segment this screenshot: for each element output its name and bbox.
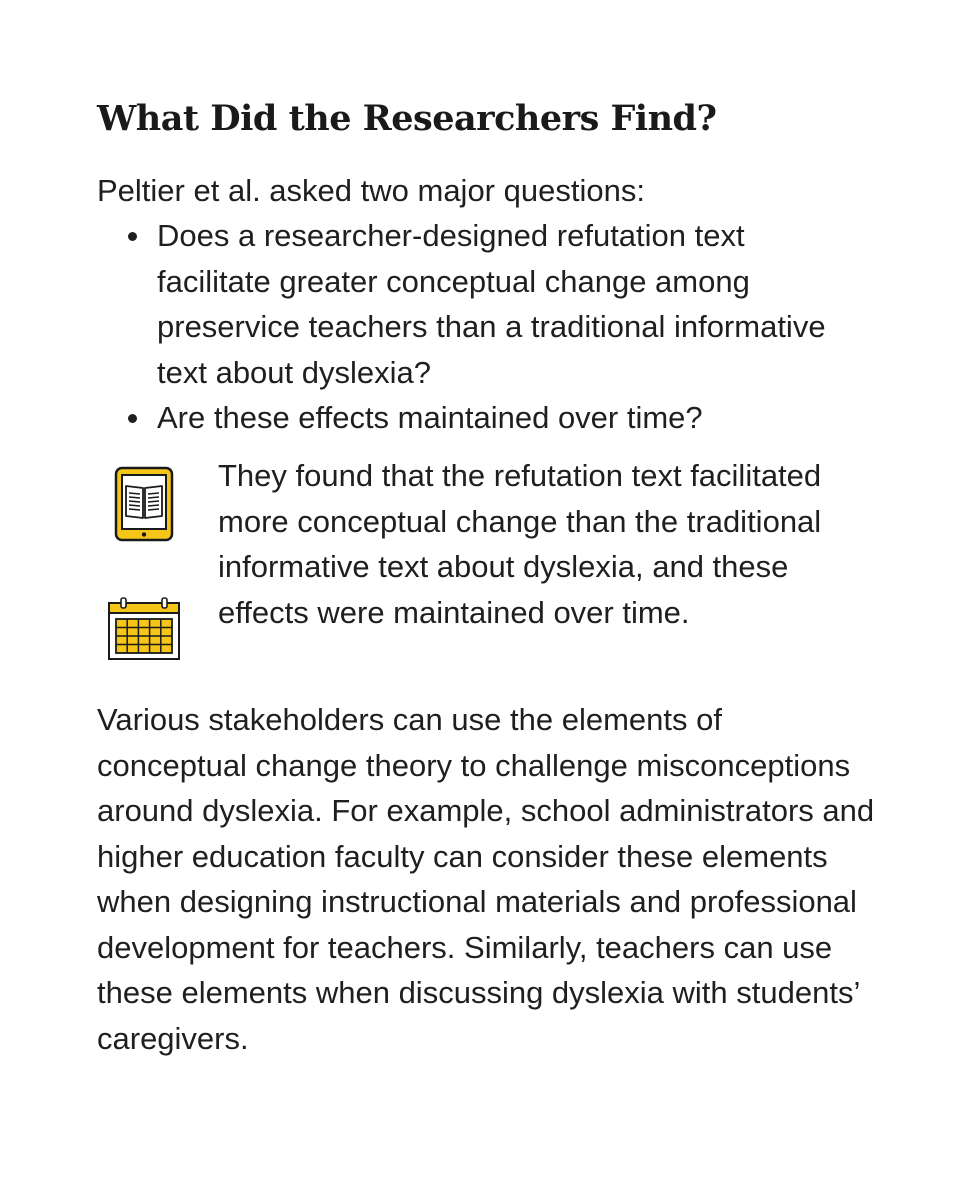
tablet-book-icon (114, 466, 174, 542)
intro-text: Peltier et al. asked two major questions: (97, 173, 645, 208)
question-text: Are these effects maintained over time? (157, 400, 703, 435)
question-list (126, 213, 866, 441)
calendar-icon (106, 597, 182, 663)
bullet-dot (128, 232, 137, 241)
section-heading: What Did the Researchers Find? (97, 98, 717, 139)
list-item (126, 213, 866, 395)
list-item (126, 395, 866, 441)
closing-paragraph: Various stakeholders can use the elements of conceptual change theory to challenge misconceptions around dyslexia. For example, school administrators and higher education faculty can consider these elements when designing instructional materials and professional development for teachers. Similarly, teachers can use these elements when discussing dyslexia with students’ caregivers. (97, 702, 875, 1056)
bullet-dot (128, 414, 137, 423)
question-text: Does a researcher-designed refutation text facilitate greater conceptual change among preservice teachers than a traditional informative text about dyslexia? (157, 218, 826, 390)
finding-text: They found that the refutation text facilitated more conceptual change than the traditional informative text about dyslexia, and these effects were maintained over time. (218, 458, 822, 630)
